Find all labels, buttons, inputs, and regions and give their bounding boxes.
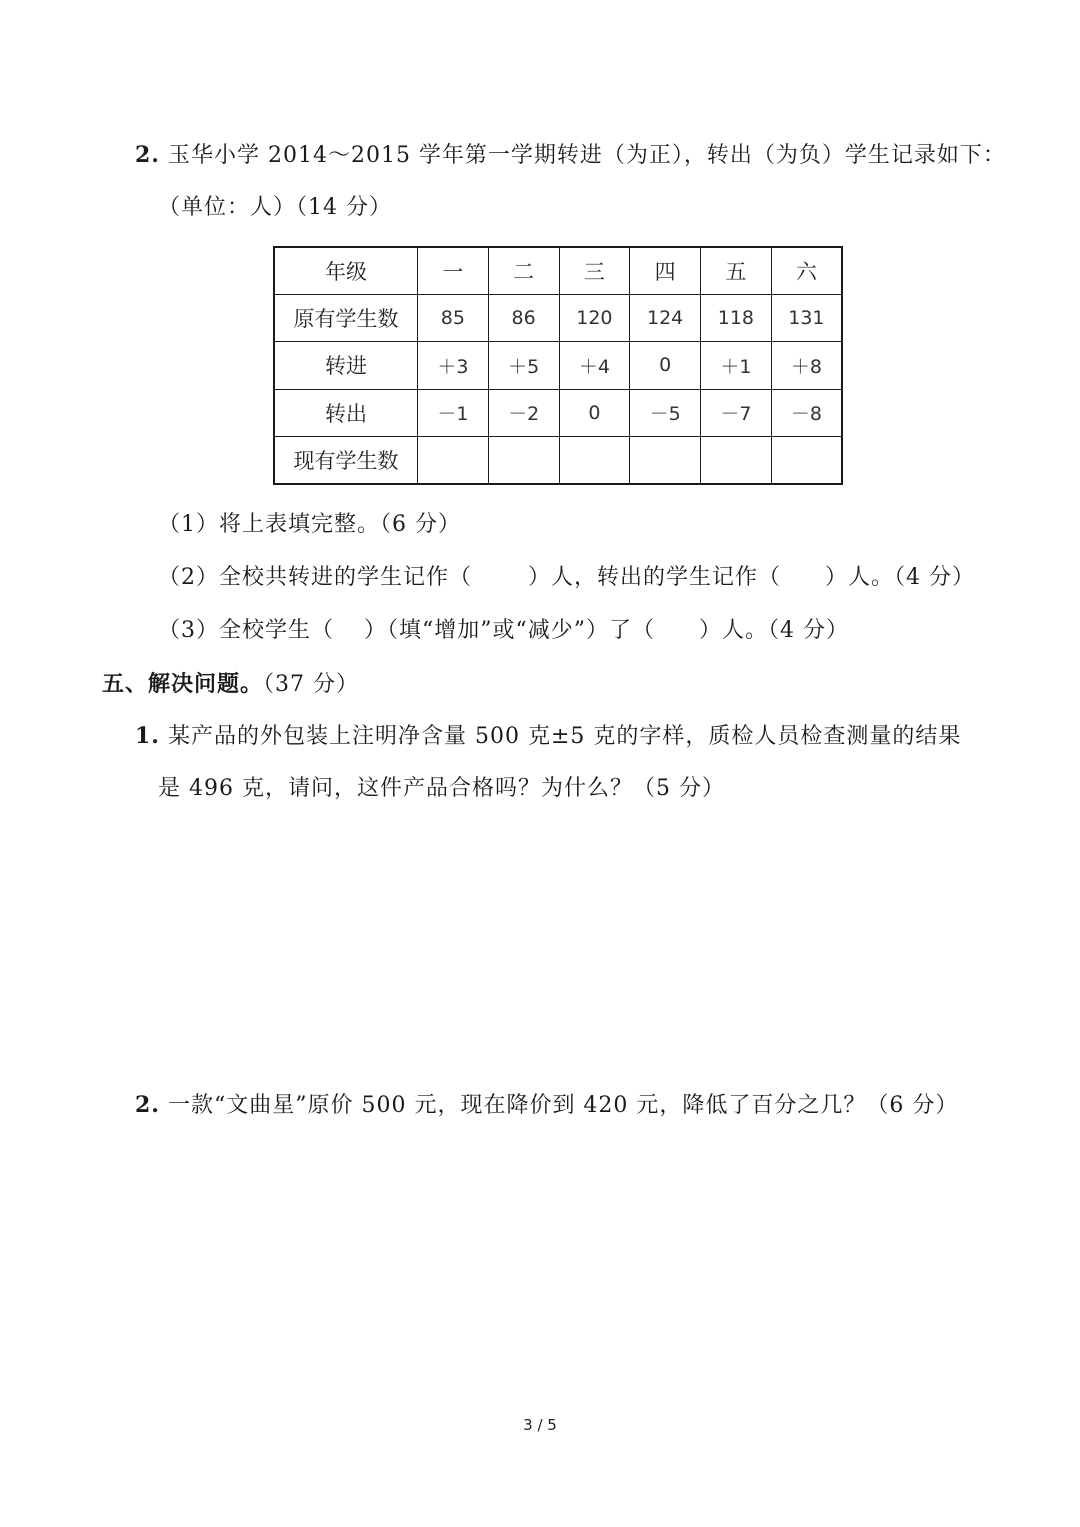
sub-question-3 bbox=[158, 616, 849, 646]
section-5-heading bbox=[102, 669, 359, 700]
table-row-transfer-in bbox=[274, 342, 842, 389]
table-cell: ＋4 bbox=[559, 342, 630, 389]
page-number: 3 / 5 bbox=[523, 1416, 557, 1434]
table-cell: －5 bbox=[630, 389, 701, 436]
problem-1-number: 1. bbox=[135, 723, 160, 749]
table-cell: －7 bbox=[701, 389, 772, 436]
table-cell: 118 bbox=[701, 295, 772, 342]
table-cell: 0 bbox=[559, 389, 630, 436]
table-cell: 131 bbox=[771, 295, 842, 342]
table-cell: 85 bbox=[418, 295, 489, 342]
sub-question-1: （1）将上表填完整。（6 分） bbox=[158, 512, 461, 537]
table-cell: 124 bbox=[630, 295, 701, 342]
question-2-text: 玉华小学 2014～2015 学年第一学期转进（为正），转出（为负）学生记录如下： bbox=[167, 143, 1006, 168]
section-5-score: （37 分） bbox=[263, 672, 360, 697]
header-cell: 年级 bbox=[274, 247, 418, 295]
problem-2-number: 2. bbox=[135, 1092, 160, 1118]
answer-cell[interactable] bbox=[701, 436, 772, 484]
table-cell: 0 bbox=[630, 342, 701, 389]
question-2-unit-note: （单位：人）（14 分） bbox=[158, 195, 392, 220]
row-label: 原有学生数 bbox=[274, 295, 418, 342]
problem-2 bbox=[135, 1090, 958, 1121]
problem-1-line-2: 是 496 克，请问，这件产品合格吗？为什么？（5 分） bbox=[158, 776, 725, 801]
header-cell: 四 bbox=[630, 247, 701, 295]
sub-question-3-part-c: ）人。（4 分） bbox=[699, 618, 849, 643]
table-cell: －8 bbox=[771, 389, 842, 436]
header-cell: 二 bbox=[488, 247, 559, 295]
table-row-current bbox=[274, 436, 842, 484]
problem-1-line-1 bbox=[135, 721, 961, 752]
sub-question-2-part-a: （2）全校共转进的学生记作（ bbox=[158, 565, 472, 590]
table-cell: ＋5 bbox=[488, 342, 559, 389]
row-label: 转进 bbox=[274, 342, 418, 389]
table-cell: ＋3 bbox=[418, 342, 489, 389]
row-label: 现有学生数 bbox=[274, 436, 418, 484]
header-cell: 六 bbox=[771, 247, 842, 295]
table-row-original bbox=[274, 295, 842, 342]
table-header-row bbox=[274, 247, 842, 295]
header-cell: 一 bbox=[418, 247, 489, 295]
table-cell: －1 bbox=[418, 389, 489, 436]
question-2-title bbox=[135, 140, 1006, 171]
sub-question-2 bbox=[158, 563, 975, 593]
table-cell: 86 bbox=[488, 295, 559, 342]
row-label: 转出 bbox=[274, 389, 418, 436]
table-cell: 120 bbox=[559, 295, 630, 342]
problem-1-text: 某产品的外包装上注明净含量 500 克±5 克的字样，质检人员检查测量的结果 bbox=[167, 724, 962, 749]
answer-cell[interactable] bbox=[488, 436, 559, 484]
table-cell: ＋8 bbox=[771, 342, 842, 389]
answer-cell[interactable] bbox=[630, 436, 701, 484]
table-cell: －2 bbox=[488, 389, 559, 436]
student-transfer-table bbox=[273, 246, 843, 485]
answer-cell[interactable] bbox=[559, 436, 630, 484]
problem-2-text: 一款“文曲星”原价 500 元，现在降价到 420 元，降低了百分之几？（6 分） bbox=[167, 1093, 959, 1118]
header-cell: 三 bbox=[559, 247, 630, 295]
header-cell: 五 bbox=[701, 247, 772, 295]
table-row-transfer-out bbox=[274, 389, 842, 436]
answer-cell[interactable] bbox=[418, 436, 489, 484]
sub-question-3-part-b: ）（填“增加”或“减少”）了（ bbox=[364, 618, 655, 643]
sub-question-2-part-c: ）人。（4 分） bbox=[825, 565, 976, 590]
section-5-title: 五、解决问题。 bbox=[102, 671, 264, 697]
sub-question-3-part-a: （3）全校学生（ bbox=[158, 618, 334, 643]
answer-cell[interactable] bbox=[771, 436, 842, 484]
sub-question-2-part-b: ）人，转出的学生记作（ bbox=[528, 565, 782, 590]
question-2-number: 2. bbox=[135, 142, 160, 168]
table-cell: ＋1 bbox=[701, 342, 772, 389]
